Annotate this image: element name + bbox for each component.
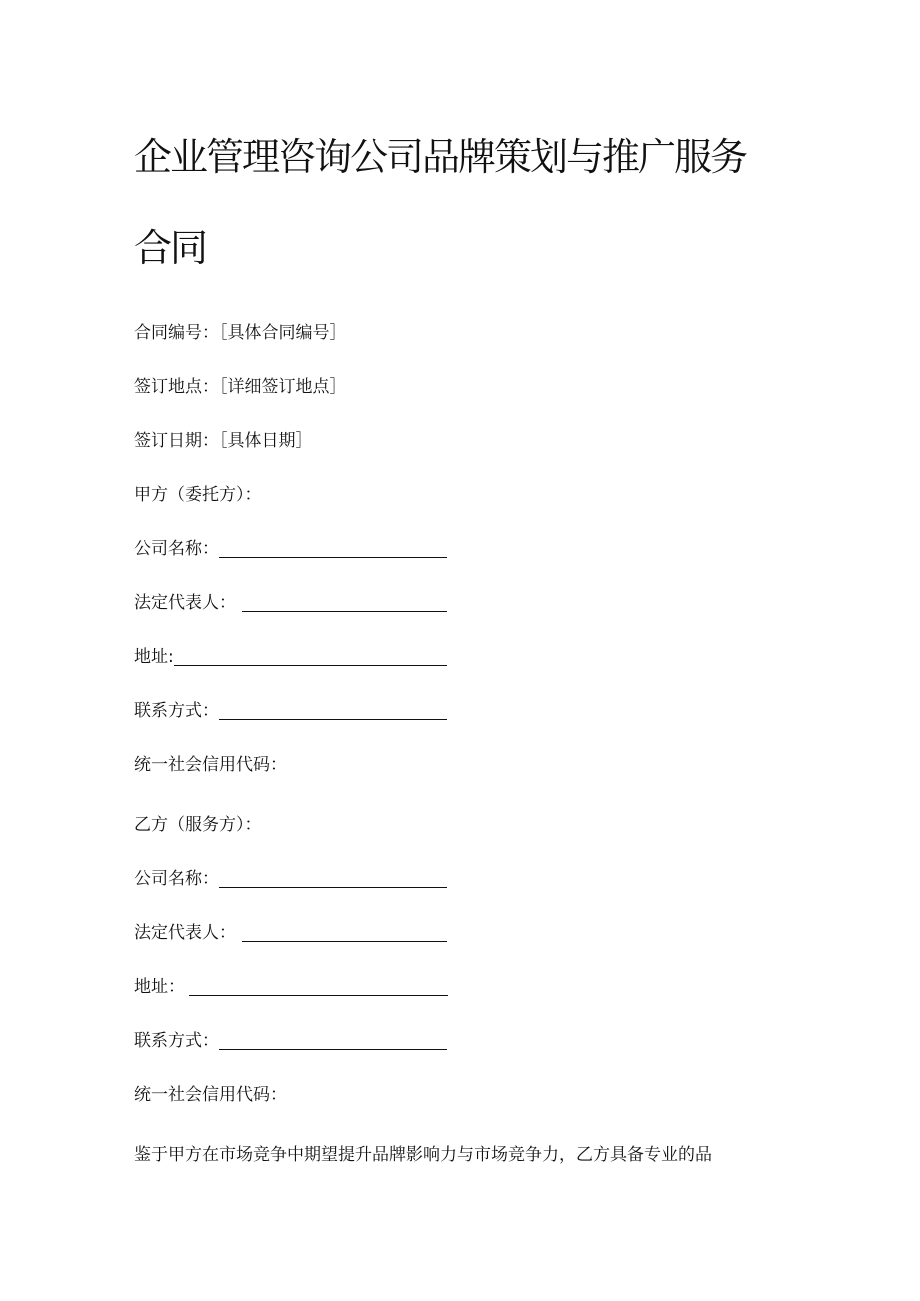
party-a-address-label: 地址: — [134, 647, 174, 667]
intro-paragraph — [134, 1143, 712, 1167]
party-b-credit-label: 统一社会信用代码： — [134, 1085, 287, 1105]
party-a-company-blank[interactable] — [219, 539, 447, 558]
party-a-credit-row — [134, 753, 287, 777]
contract-number — [134, 321, 347, 345]
party-b-contact-label: 联系方式： — [134, 1031, 219, 1051]
party-b-rep-blank[interactable] — [242, 923, 447, 942]
party-b-contact-row — [134, 1029, 447, 1053]
party-a-address-blank[interactable] — [174, 647, 447, 666]
party-b-address-row — [134, 975, 448, 999]
party-a-heading — [134, 483, 262, 507]
contract-title-line1: 企业管理咨询公司品牌策划与推广服务 — [134, 135, 747, 179]
party-b-heading — [134, 813, 262, 837]
party-b-heading-text: 乙方（服务方）： — [134, 815, 262, 835]
party-a-contact-row — [134, 699, 447, 723]
party-b-company-blank[interactable] — [219, 869, 447, 888]
party-a-rep-row — [134, 591, 447, 615]
contract-number-text: 合同编号：［具体合同编号］ — [134, 323, 347, 343]
party-a-credit-label: 统一社会信用代码： — [134, 755, 287, 775]
party-a-contact-label: 联系方式： — [134, 701, 219, 721]
intro-text: 鉴于甲方在市场竞争中期望提升品牌影响力与市场竞争力，乙方具备专业的品 — [134, 1145, 712, 1165]
contract-title-line2: 合同 — [134, 226, 207, 270]
party-b-address-label: 地址： — [134, 977, 185, 997]
signing-place-text: 签订地点：［详细签订地点］ — [134, 377, 347, 397]
party-b-contact-blank[interactable] — [219, 1031, 447, 1050]
party-a-heading-text: 甲方（委托方）： — [134, 485, 262, 505]
signing-date-text: 签订日期：［具体日期］ — [134, 431, 313, 451]
signing-place — [134, 375, 347, 399]
party-b-credit-row — [134, 1083, 287, 1107]
party-a-company-row — [134, 537, 447, 561]
party-a-company-label: 公司名称： — [134, 539, 219, 559]
party-a-rep-blank[interactable] — [242, 593, 447, 612]
party-b-company-label: 公司名称： — [134, 869, 219, 889]
party-a-rep-label: 法定代表人： — [134, 593, 236, 613]
party-b-rep-label: 法定代表人： — [134, 923, 236, 943]
signing-date — [134, 429, 313, 453]
party-b-company-row — [134, 867, 447, 891]
party-a-contact-blank[interactable] — [219, 701, 447, 720]
party-b-rep-row — [134, 921, 447, 945]
party-a-address-row — [134, 645, 447, 669]
party-b-address-blank[interactable] — [189, 977, 448, 996]
